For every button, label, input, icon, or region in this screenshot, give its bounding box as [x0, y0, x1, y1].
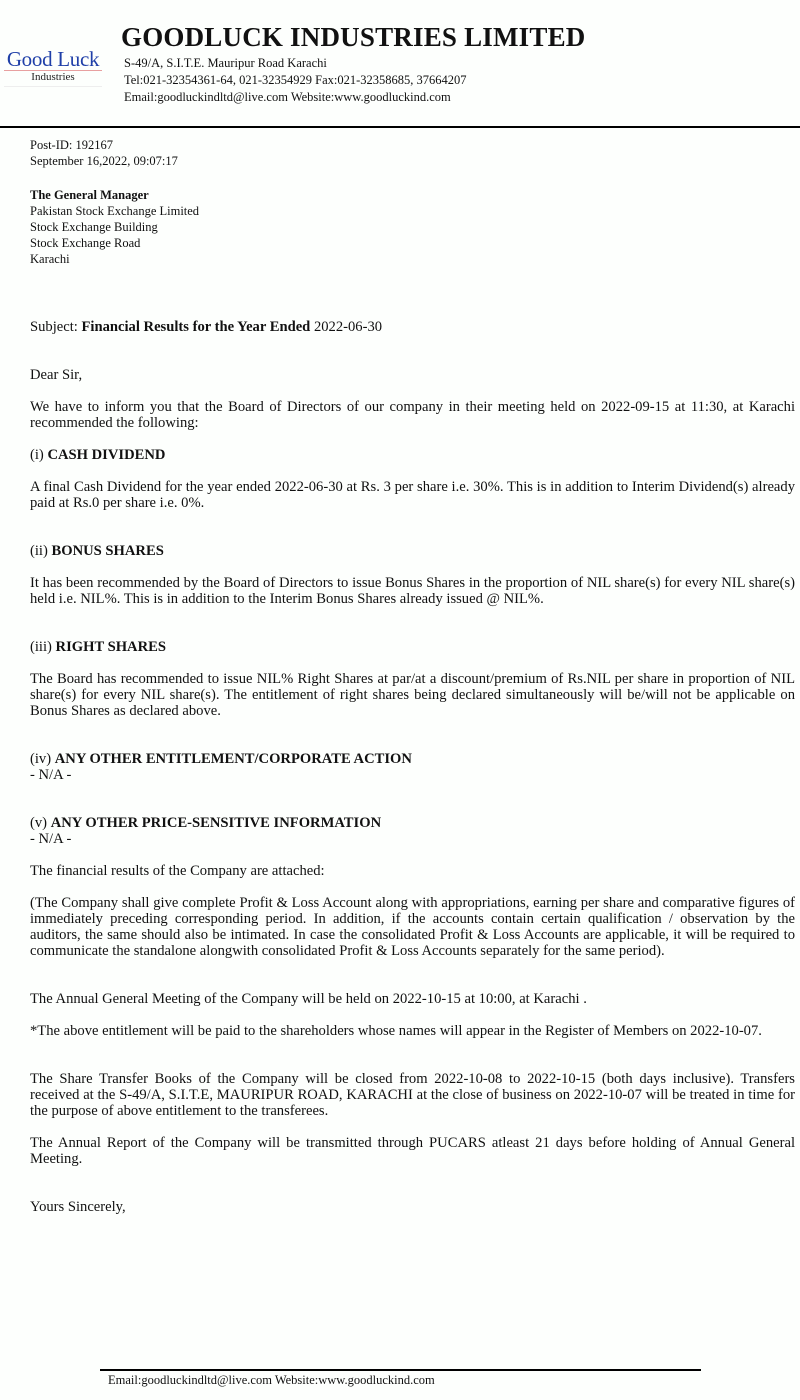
- company-contact: Email:goodluckindltd@live.com Website:www.goodluckind.com: [124, 90, 451, 104]
- subject-line: [30, 319, 795, 335]
- section-heading: (iv) ANY OTHER ENTITLEMENT/CORPORATE ACTION: [30, 751, 412, 767]
- section-body: - N/A -: [30, 767, 72, 783]
- post-date: September 16,2022, 09:07:17: [30, 154, 178, 168]
- company-address: S-49/A, S.I.T.E. Mauripur Road Karachi: [124, 56, 327, 70]
- recipient-line: Pakistan Stock Exchange Limited: [30, 204, 200, 218]
- post-id: Post-ID: 192167: [30, 138, 113, 152]
- logo-subtext: Industries: [4, 71, 102, 87]
- paragraph: The Annual Report of the Company will be transmitted through PUCARS atleast 21 days before holding of Annual General Meeting.: [30, 1135, 795, 1167]
- recipient-line: Stock Exchange Road: [30, 236, 141, 250]
- section-body: - N/A -: [30, 831, 72, 847]
- paragraph: (The Company shall give complete Profit & Loss Account along with appropriations, earning per share and comparative figures of immediately preceding corresponding period. In addition, if the accounts contain certain qualification / observation by the auditors, the same should also be intimated. In case the consolidated Profit & Loss Accounts are applicable, it will be required to communicate the standalone alongwith consolidated Profit & Loss Accounts separately for the same period).: [30, 895, 795, 959]
- section-body: The Board has recommended to issue NIL% Right Shares at par/at a discount/premium of Rs.NIL per share in proportion of NIL share(s) for every NIL share(s). The entitlement of right shares being declared simultaneously will be/will not be applicable on Bonus Shares as declared above.: [30, 671, 795, 719]
- recipient-line: Karachi: [30, 252, 70, 266]
- section-body: A final Cash Dividend for the year ended 2022-06-30 at Rs. 3 per share i.e. 30%. This is in addition to Interim Dividend(s) already paid at Rs.0 per share i.e. 0%.: [30, 479, 795, 511]
- footer-divider: [100, 1369, 701, 1371]
- logo-text: Good Luck: [4, 48, 102, 71]
- header-divider: [0, 126, 800, 128]
- paragraph: *The above entitlement will be paid to the shareholders whose names will appear in the Register of Members on 2022-10-07.: [30, 1023, 762, 1039]
- closing: Yours Sincerely,: [30, 1199, 126, 1215]
- section-body: It has been recommended by the Board of Directors to issue Bonus Shares in the proportion of NIL share(s) for every NIL share(s) held i.e. NIL%. This is in addition to the Interim Bonus Shares already issued @ NIL%.: [30, 575, 795, 607]
- section-heading: (iii) RIGHT SHARES: [30, 639, 166, 655]
- subject-label: Subject:: [30, 319, 78, 335]
- company-phone: Tel:021-32354361-64, 021-32354929 Fax:021-32358685, 37664207: [124, 73, 467, 87]
- company-logo: [4, 48, 102, 87]
- paragraph: The Annual General Meeting of the Company will be held on 2022-10-15 at 10:00, at Karachi .: [30, 991, 587, 1007]
- subject-date: 2022-06-30: [313, 319, 383, 335]
- intro-paragraph: We have to inform you that the Board of Directors of our company in their meeting held on 2022-09-15 at 11:30, at Karachi recommended the following:: [30, 399, 795, 431]
- subject-title: Financial Results for the Year Ended: [81, 319, 311, 335]
- recipient-block: [30, 187, 199, 267]
- section-heading: (ii) BONUS SHARES: [30, 543, 164, 559]
- paragraph: The financial results of the Company are attached:: [30, 863, 325, 879]
- recipient-title: The General Manager: [30, 188, 149, 202]
- section-heading: (i) CASH DIVIDEND: [30, 447, 166, 463]
- salutation: Dear Sir,: [30, 367, 83, 383]
- recipient-line: Stock Exchange Building: [30, 220, 158, 234]
- paragraph: The Share Transfer Books of the Company will be closed from 2022-10-08 to 2022-10-15 (both days inclusive). Transfers received at the S-49/A, S.I.T.E, MAURIPUR ROAD, KARACHI at the close of business on 2022-10-07 will be treated in time for the purpose of above entitlement to the transferees.: [30, 1071, 795, 1119]
- company-name: GOODLUCK INDUSTRIES LIMITED: [121, 22, 586, 52]
- section-heading: (v) ANY OTHER PRICE-SENSITIVE INFORMATION: [30, 815, 382, 831]
- footer-contact: Email:goodluckindltd@live.com Website:www.goodluckind.com: [108, 1373, 435, 1387]
